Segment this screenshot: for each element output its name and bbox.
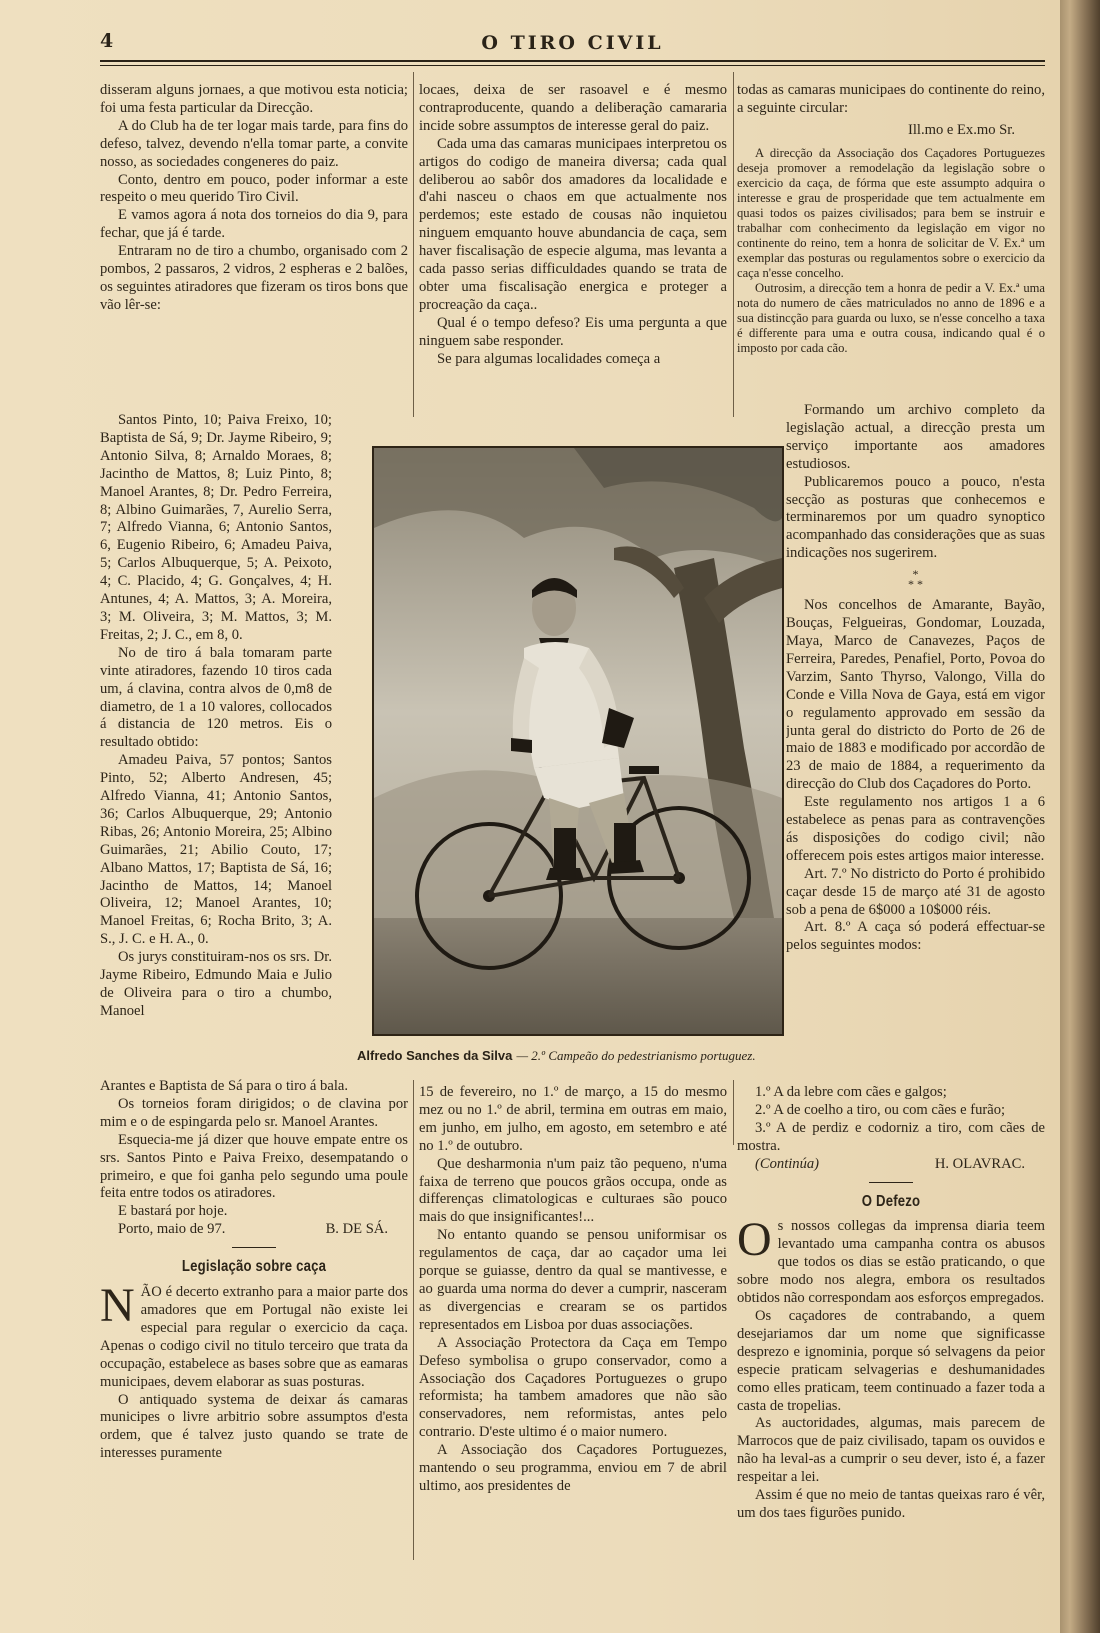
paragraph: Que desharmonia n'um paiz tão pequeno, n'uma faixa de terreno que poucos grãos occupa, onde as differenças climatologicas e culturaes são pouco mais do que insignificantes!... (419, 1155, 727, 1226)
caption-name: Alfredo Sanches da Silva (357, 1048, 513, 1063)
column-separator (413, 1080, 414, 1560)
section-divider (869, 1182, 913, 1183)
paragraph: Amadeu Paiva, 57 pontos; Santos Pinto, 52; Alberto Andresen, 45; Alfredo Vianna, 41; Antonio Santos, 36; Carlos Albuquerque, 29; Antonio Ribas, 26; Antonio Moreira, 25; Albino Guimarães, 21; Abilio Couto, 17; Albano Mattos, 17; Baptista de Sá, 16; Jacintho de Mattos, 14; Manoel Oliveira, 12; Manoel Arantes, 10; Manoel Freitas, 6; Rocha Brito, 3; A. S., J. C. e H. A., 0. (100, 752, 332, 948)
signature-line (100, 1221, 408, 1239)
paragraph: Os caçadores de contrabando, a quem desejariamos dar um nome que significasse desprezo e ignominia, porque só selvagens da peior especie praticam selvagerias e deshumanidades como elles praticam, teem continuado a fazer toda a casta de tropelias. (737, 1307, 1045, 1414)
column-3-top (737, 82, 1045, 356)
signature-date: Porto, maio de 97. (118, 1221, 226, 1238)
list-item: 3.º A de perdiz e codorniz a tiro, com cães de mostra. (737, 1119, 1045, 1154)
paragraph: Conto, dentro em pouco, poder informar a este respeito o meu querido Tiro Civil. (100, 171, 408, 206)
circular-salutation: Ill.mo e Ex.mo Sr. (907, 121, 1015, 138)
paragraph: Qual é o tempo defeso? Eis uma pergunta a que ninguem sabe responder. (419, 314, 727, 349)
paragraph: Art. 7.º No districto do Porto é prohibido caçar desde 15 de março até 31 de agosto sob a pena de 6$000 a 10$000 réis. (786, 865, 1045, 918)
paragraph: locaes, deixa de ser rasoavel e é mesmo contraproducente, quando a deliberação camararia incide sobre assumptos de interesse geral do paiz. (419, 82, 727, 134)
paragraph: todas as camaras municipaes do continente do reino, a seguinte circular: (737, 82, 1045, 116)
paragraph: E vamos agora á nota dos torneios do dia 9, para fechar, que já é tarde. (100, 207, 408, 242)
paragraph: Nos concelhos de Amarante, Bayão, Bouças, Felgueiras, Gondomar, Louzada, Maya, Marco de Canavezes, Paços de Ferreira, Paredes, Penafiel, Porto, Povoa do Varzim, Santo Thyrso, Valongo, Villa do Conde e Villa Nova de Gaya, está em vigor o regulamento approvado em sessão da junta geral do districto do Porto de 26 de maio de 1883 e modificado por accordão de 23 de maio de 1884, a requerimento da direcção do Club dos Caçadores do Porto. (786, 597, 1045, 793)
page-number: 4 (100, 30, 114, 52)
column-2-top (419, 82, 727, 369)
photo-illustration (374, 448, 782, 1034)
paragraph: s nossos collegas da imprensa diaria teem levantado uma campanha contra os abusos que todos os dias se estão praticando, o que sobre modo nos alegra, embora os resultados obtidos não correspondam aos esforços empregados. (737, 1218, 1045, 1307)
paragraph: No entanto quando se pensou uniformisar os regulamentos de caça, dar ao caçador uma lei porque se guiasse, dentro da qual se mantivesse, e ao guarda uma norma do dever a cumprir, nasceram as divergencias e crearam se os partidos representados em Lisboa por duas associações. (419, 1227, 727, 1333)
signature-line (737, 1156, 1045, 1174)
signature-author: H. OLAVRAC. (934, 1155, 1025, 1172)
defezo-body (737, 1213, 1045, 1308)
paragraph: 15 de fevereiro, no 1.º de março, a 15 do mesmo mez ou no 1.º de abril, termina em outras em maio, em junho, em julho, em agosto, em setembro e até no 1.º de outubro. (419, 1084, 727, 1154)
column-3-beside-photo (786, 402, 1045, 1047)
paragraph: Se para algumas localidades começa a (437, 350, 661, 367)
paragraph: Esquecia-me já dizer que houve empate entre os srs. Santos Pinto e Paiva Freixo, desempatando o primeiro, e que foi ganha pelo segundo uma poule feita entre todos os atiradores. (100, 1131, 408, 1202)
column-separator (733, 72, 734, 417)
paragraph: Os jurys constituiram-nos os srs. Dr. Jayme Ribeiro, Edmundo Maia e Julio de Oliveira para o tiro a chumbo, Manoel (100, 949, 332, 1019)
column-1-top (100, 82, 408, 315)
paragraph: Este regulamento nos artigos 1 a 6 estabelece as penas para as contravenções ás disposições do codigo civil; não offerecem pois estes artigos maior interesse. (786, 794, 1045, 864)
paragraph: Entraram no de tiro a chumbo, organisado com 2 pombos, 2 passaros, 2 vidros, 2 espheras e 2 balões, os seguintes atiradores que fizeram os tiros bons que vão lêr-se: (100, 243, 408, 313)
paragraph: O antiquado systema de deixar ás camaras municipes o livre arbitrio sobre assumptos d'esta ordem, que é talvez justo quando se trate de interesses puramente (100, 1391, 408, 1462)
signature-author: B. DE SÁ. (325, 1221, 388, 1238)
section-divider (232, 1247, 276, 1248)
column-1-bottom (100, 1078, 408, 1463)
column-1-results (100, 412, 332, 1070)
paragraph: No de tiro á bala tomaram parte vinte atiradores, fazendo 10 tiros cada um, á clavina, contra alvos de 0,m8 de diametro, de 1 a 10 valores, collocados á distancia de 120 metros. Eis o resultado obtido: (100, 644, 332, 751)
list-item: 2.º A de coelho a tiro, ou com cães e furão; (755, 1101, 1006, 1118)
newspaper-title: O TIRO CIVIL (481, 32, 664, 54)
column-3-bottom (737, 1084, 1045, 1523)
section-stars: * * * (908, 567, 923, 592)
list-item: 1.º A da lebre com cães e galgos; (755, 1084, 947, 1100)
paragraph: A do Club ha de ter logar mais tarde, para fins do defeso, talvez, devendo n'ella tomar parte, a convite nosso, as sociedades congeneres do paiz. (100, 117, 408, 170)
continua-note: (Continúa) (755, 1155, 820, 1172)
section-title-legislacao: Legislação sobre caça (181, 1258, 327, 1276)
paragraph: As auctoridades, algumas, mais parecem de Marrocos que de paiz civilisado, tapam os ouvidos e não ha leval-as a cumprir o seu dever, isto é, a fazer respeitar a lei. (737, 1415, 1045, 1486)
caption-description: — 2.º Campeão do pedestrianismo portuguez. (516, 1048, 756, 1063)
paragraph: A Associação Protectora da Caça em Tempo Defeso symbolisa o grupo conservador, como a Associação dos Caçadores Portuguezes o grupo reformista; ha tambem amadores que não são conservadores, nem reformistas, antes pelo contrario. D'este ultimo é o maior numero. (419, 1334, 727, 1441)
paragraph: Formando um archivo completo da legislação actual, a direcção presta um serviço importante aos amadores estudiosos. (786, 402, 1045, 472)
paragraph: Art. 8.º A caça só poderá effectuar-se pelos seguintes modos: (786, 919, 1045, 954)
column-2-bottom (419, 1084, 727, 1496)
page-header (100, 30, 1045, 60)
legislacao-body (100, 1279, 408, 1391)
photo-caption (357, 1048, 797, 1064)
paragraph: Os torneios foram dirigidos; o de clavina por mim e o de espingarda pelo sr. Manoel Arantes. (100, 1095, 408, 1130)
header-rule (100, 60, 1045, 62)
paragraph: Publicaremos pouco a pouco, n'esta secção as posturas que conhecemos e terminaremos por um quadro synoptico acompanhado das considerações que as suas indicações nos sugerirem. (786, 473, 1045, 562)
page-edge (1060, 0, 1100, 1633)
paragraph: A Associação dos Caçadores Portuguezes, mantendo o seu programma, enviou em 7 de abril ultimo, aos presidentes de (419, 1442, 727, 1494)
header-rule-thin (100, 65, 1045, 66)
drop-cap: N (100, 1279, 135, 1333)
paragraph: disseram alguns jornaes, a que motivou esta noticia; foi uma festa particular da Direcção. (100, 82, 408, 116)
circular-paragraph: Outrosim, a direcção tem a honra de pedir a V. Ex.ª uma nota do numero de cães matriculados no anno de 1896 e a sua distincção para guarda ou luxo, se n'esse concelho a taxa é differente para uma e outra cousa, indicando qual é o imposto por cada cão. (737, 280, 1045, 355)
paragraph: Cada uma das camaras municipaes interpretou os artigos do codigo de maneira diversa; cada qual deliberou ao sabôr dos amadores da localidade e d'ahi nasceu o chaos em que actualmente nos perdemos; este estado de cousas não inquietou ninguem emquanto houve abundancia de caça, sem haver fiscalisação de especie alguma, mas levanta a cada passo serias difficuldades quando se trata de obter uma fiscalisação energica e proteger a procreação da caça.. (419, 135, 727, 313)
paragraph: Assim é que no meio de tantas queixas raro é vêr, um dos taes figurões punido. (737, 1487, 1045, 1521)
paragraph: ÃO é decerto extranho para a maior parte dos amadores que em Portugal não existe lei especial para regular o exercicio da caça. Apenas o codigo civil no titulo terceiro que trata da occupação, estabelece as bases sobre que as eamaras municipaes, devem elaborar as suas posturas. (100, 1284, 408, 1390)
cyclist-photograph (372, 446, 784, 1036)
paragraph: E bastará por hoje. (118, 1203, 228, 1220)
paragraph: Arantes e Baptista de Sá para o tiro á bala. (100, 1078, 349, 1094)
drop-cap: O (737, 1213, 772, 1267)
paragraph: Santos Pinto, 10; Paiva Freixo, 10; Baptista de Sá, 9; Dr. Jayme Ribeiro, 9; Antonio Silva, 8; Arnaldo Moraes, 8; Jacintho de Mattos, 8; Luiz Pinto, 8; Manoel Arantes, 8; Dr. Pedro Ferreira, 8; Albino Guimarães, 7, Aurelio Serra, 7; Alfredo Vianna, 6; Antonio Santos, 6, Eugenio Ribeiro, 6; Amadeu Paiva, 5; Carlos Albuquerque, 5; A. Peixoto, 4; C. Placido, 4; G. Gonçalves, 4; H. Antunes, 4; A. Mattos, 3; A. Moreira, 3; M. Oliveira, 3; M. Mattos, 3; M. Freitas, 2; J. C., em 8, 0. (100, 412, 332, 643)
circular-paragraph: A direcção da Associação dos Caçadores Portuguezes deseja promover a remodelação da legislação sobre o exercicio da caça, de fórma que este assumpto adquira o interesse e grau de prosperidade que tem actualmente em quasi todos os paizes civilisados; para bem se instruir e trabalhar com conhecimento da legislação em vigor no continente do reino, tem a honra de solicitar de V. Ex.ª um exemplar das posturas ou regulamentos sobre o exercicio da caça n'esse concelho. (737, 145, 1045, 280)
section-title-defezo: O Defezo (861, 1192, 921, 1210)
column-separator (733, 1080, 734, 1145)
column-separator (413, 72, 414, 417)
